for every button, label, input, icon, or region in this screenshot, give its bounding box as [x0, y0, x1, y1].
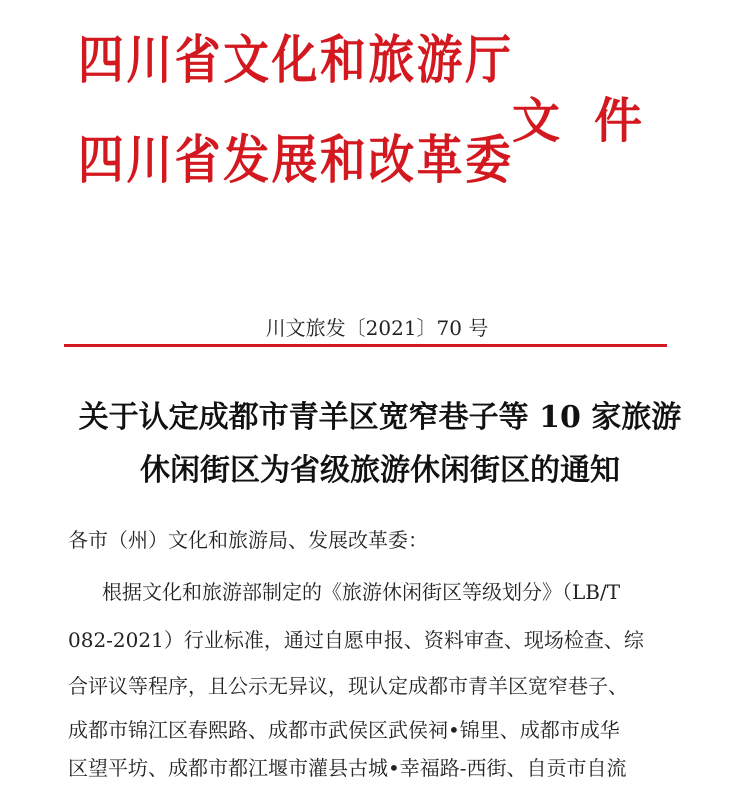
issuer-line-development-reform: 四川省发展和改革委: [78, 131, 514, 191]
issuer-line-culture-tourism: 四川省文化和旅游厅: [78, 31, 514, 91]
document-title-line-2: 休闲街区为省级旅游休闲街区的通知: [140, 453, 620, 488]
document-number: 川文旅发〔2021〕70 号: [265, 316, 489, 340]
body-line-3: 合评议等程序，且公示无异议，现认定成都市青羊区宽窄巷子、: [68, 674, 628, 698]
body-line-5: 区望平坊、成都市都江堰市灌县古城•幸福路-西街、自贡市自流: [68, 756, 627, 780]
red-separator-line: [64, 344, 667, 347]
salutation: 各市（州）文化和旅游局、发展改革委：: [68, 528, 428, 552]
document-title-line-1: 关于认定成都市青羊区宽窄巷子等 10 家旅游: [78, 400, 682, 435]
body-line-4: 成都市锦江区春熙路、成都市武侯区武侯祠•锦里、成都市成华: [68, 718, 620, 742]
document-type-label: 文件: [512, 93, 677, 149]
body-line-1: 根据文化和旅游部制定的《旅游休闲街区等级划分》（LB/T: [102, 580, 621, 604]
body-line-2: 082-2021）行业标准，通过自愿申报、资料审查、现场检查、综: [68, 628, 644, 652]
